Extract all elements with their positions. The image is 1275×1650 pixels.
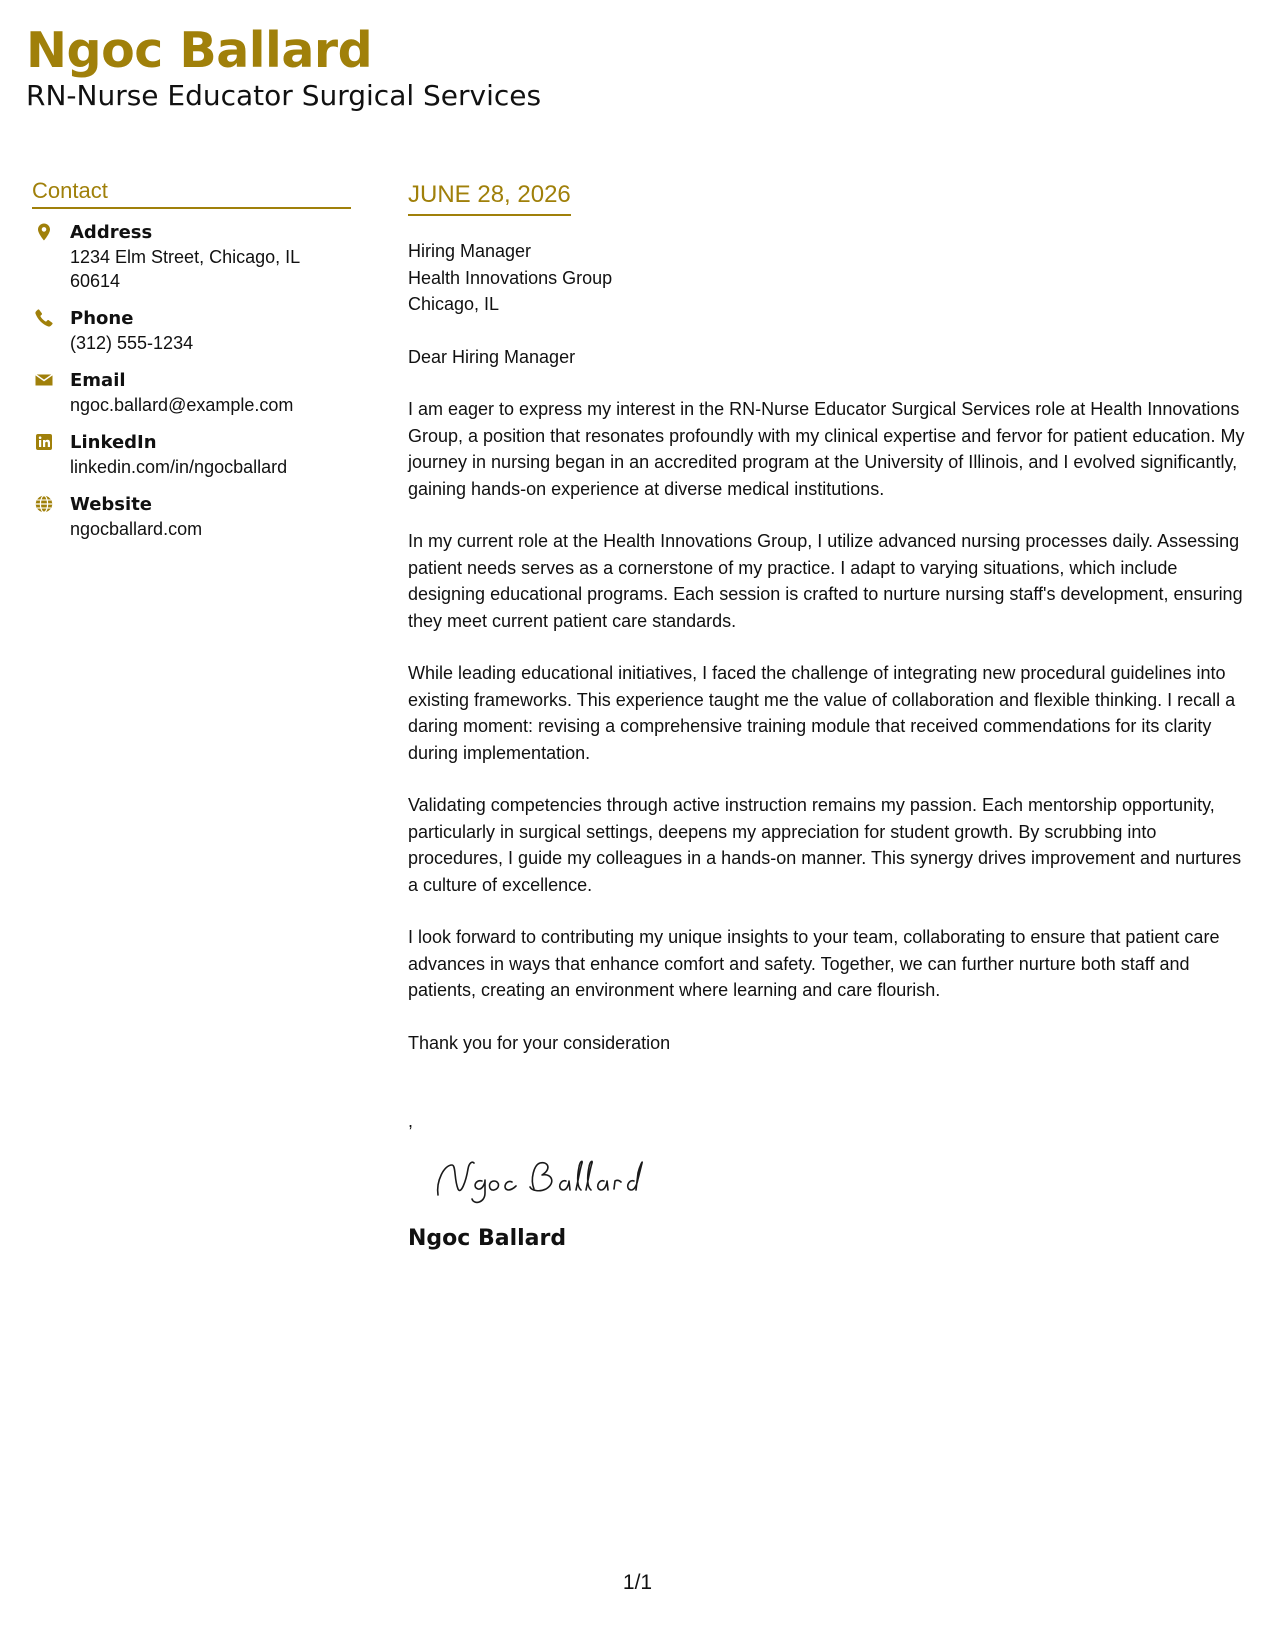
applicant-name: Ngoc Ballard — [26, 22, 373, 79]
contact-item-linkedin — [32, 431, 351, 479]
contact-item-address — [32, 221, 351, 293]
applicant-title: RN-Nurse Educator Surgical Services — [26, 79, 542, 112]
handwritten-signature — [430, 1151, 650, 1207]
recipient-block — [408, 238, 1253, 318]
letter-paragraph: I look forward to contributing my unique insights to your team, collaborating to ensure that patient care advances in ways that enhance comfort and safety. Together, we can further nurture both staff and patients, creating an environment where learning and care flourish. — [408, 927, 1220, 1000]
letter-paragraph: I am eager to express my interest in the RN-Nurse Educator Surgical Services role at Health Innovations Group, a position that resonates profoundly with my clinical expertise and fervor for patient education. My journey in nursing began in an accredited program at the University of Illinois, and I evolved significantly, gaining hands-on experience at diverse medical institutions. — [408, 399, 1245, 499]
map-pin-icon — [34, 222, 54, 242]
closing-line: Thank you for your consideration — [408, 1032, 671, 1053]
contact-value: (312) 555-1234 — [70, 333, 194, 353]
contact-item-phone — [32, 307, 351, 355]
closing-comma: , — [408, 1111, 414, 1131]
contact-value: 1234 Elm Street, Chicago, IL 60614 — [70, 247, 300, 291]
page-number: 1/1 — [622, 1571, 653, 1594]
phone-icon — [34, 308, 54, 328]
salutation: Dear Hiring Manager — [408, 346, 576, 367]
letter-paragraph: Validating competencies through active instruction remains my passion. Each mentorship opportunity, particularly in surgical settings, deepens my appreciation for student growth. By scrubbing into procedures, I guide my colleagues in a hands-on manner. This synergy drives improvement and nurtures a culture of excellence. — [408, 795, 1242, 895]
contact-label: Website — [70, 494, 153, 515]
contact-list — [32, 221, 351, 541]
header — [26, 22, 541, 112]
contact-label: Address — [70, 222, 153, 243]
letter-date: JUNE 28, 2026 — [408, 181, 571, 208]
contact-label: LinkedIn — [70, 432, 157, 453]
contact-item-website — [32, 493, 351, 541]
letter-body — [408, 180, 1253, 1253]
recipient-line: Hiring Manager — [408, 241, 532, 261]
contact-item-email — [32, 369, 351, 417]
contact-value: linkedin.com/in/ngocballard — [70, 457, 288, 477]
linkedin-icon — [34, 432, 54, 452]
recipient-line: Chicago, IL — [408, 294, 500, 314]
globe-icon — [34, 494, 54, 514]
contact-value: ngoc.ballard@example.com — [70, 395, 294, 415]
letter-paragraph: While leading educational initiatives, I faced the challenge of integrating new procedural guidelines into existing frameworks. This experience taught me the value of collaboration and flexible thinking. I recall a daring moment: revising a comprehensive training module that received commendations for its clarity during implementation. — [408, 663, 1236, 763]
signed-name: Ngoc Ballard — [408, 1225, 567, 1251]
contact-sidebar — [32, 177, 351, 555]
envelope-icon — [34, 370, 54, 390]
recipient-line: Health Innovations Group — [408, 267, 613, 288]
contact-label: Phone — [70, 308, 134, 329]
letter-paragraph: In my current role at the Health Innovations Group, I utilize advanced nursing processes daily. Assessing patient needs serves as a cornerstone of my practice. I adapt to varying situations, which include designing educational programs. Each session is crafted to nurture nursing staff's development, ensuring they meet current patient care standards. — [408, 531, 1243, 631]
date-block — [408, 180, 571, 216]
contact-value: ngocballard.com — [70, 519, 203, 539]
contact-heading: Contact — [32, 177, 351, 209]
contact-label: Email — [70, 370, 126, 391]
